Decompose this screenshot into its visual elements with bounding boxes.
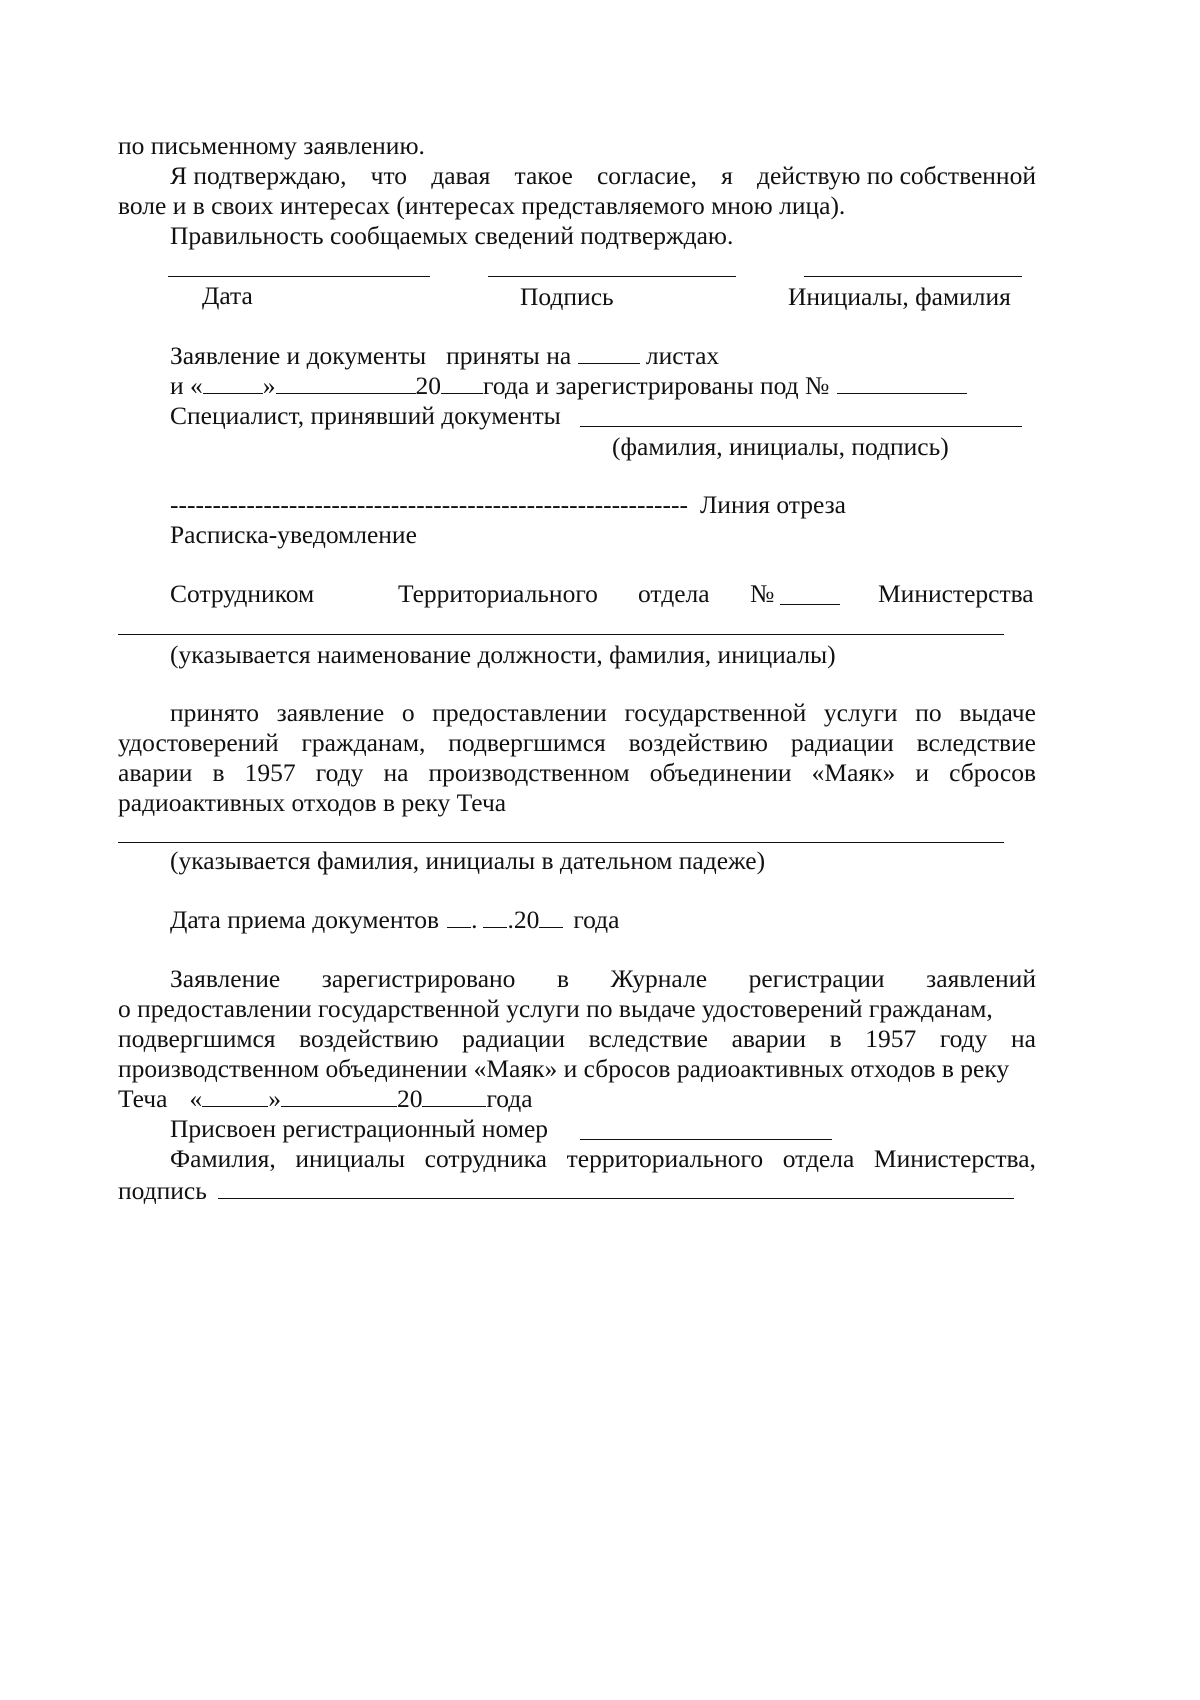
reg-year-field[interactable] <box>422 1084 486 1107</box>
received-year-field[interactable] <box>539 905 563 928</box>
word: что <box>370 161 408 190</box>
reg-number-field[interactable] <box>580 1139 832 1140</box>
staff-hint: (указывается наименование должности, фамилия, инициалы) <box>170 640 836 669</box>
accepted-line-4: радиоактивных отходов в реку Теча <box>118 788 507 817</box>
specialist-hint: (фамилия, инициалы, подпись) <box>612 432 949 461</box>
staff-word-5: Министерства <box>878 579 1034 608</box>
date-received-line: Дата приема документов . .20 года <box>170 905 620 934</box>
text-written-application: по письменному заявлению. <box>118 131 425 160</box>
receipt-title: Расписка-уведомление <box>170 520 417 549</box>
department-number-field[interactable] <box>780 604 840 605</box>
accepted-sheets-line: Заявление и документы приняты на листах <box>170 341 720 370</box>
staff-underline[interactable] <box>118 634 1004 635</box>
specialist-underline[interactable] <box>580 426 1022 427</box>
employee-signature-label: подпись <box>118 1176 207 1205</box>
word: я <box>721 161 733 190</box>
word: такое <box>514 161 573 190</box>
day-field[interactable] <box>203 371 263 394</box>
word: действую по собственной <box>757 161 1036 190</box>
signature-underline <box>488 276 736 277</box>
date-underline <box>168 276 430 277</box>
consent-line-2: воле и в своих интересах (интересах представляемого мною лица). <box>118 191 846 220</box>
initials-underline <box>804 276 1022 277</box>
date-label: Дата <box>202 281 253 310</box>
registered-date-line: Теча « » 20 года <box>118 1084 533 1113</box>
staff-word-2: Территориального <box>398 579 598 608</box>
accepted-line-1: принято заявление о предоставлении государственной услуги по выдаче <box>170 698 1036 727</box>
specialist-label: Специалист, принявший документы <box>170 401 561 430</box>
registered-line-2: о предоставлении государственной услуги по выдаче удостоверений гражданам, <box>118 994 993 1023</box>
registration-number-field[interactable] <box>837 371 967 394</box>
year-field[interactable] <box>441 371 483 394</box>
registered-line-1: Заявление зарегистрировано в Журнале регистрации заявлений <box>170 964 1036 993</box>
accepted-line-2: удостоверений гражданам, подвергшимся воздействию радиации вследствие <box>118 728 1036 757</box>
cut-line-label: Линия отреза <box>700 490 846 519</box>
person-underline[interactable] <box>118 842 1004 843</box>
reg-number-label: Присвоен регистрационный номер <box>170 1114 549 1143</box>
word: Я подтверждаю, <box>170 161 347 190</box>
registered-line-4: производственном объединении «Маяк» и сбросов радиоактивных отходов в реку <box>118 1054 1010 1083</box>
word: согласие, <box>596 161 697 190</box>
staff-word-1: Сотрудником <box>170 579 315 608</box>
person-hint: (указывается фамилия, инициалы в дательном падеже) <box>170 846 766 875</box>
month-field[interactable] <box>276 371 416 394</box>
registration-date-line: и « » 20 года и зарегистрированы под № <box>170 371 967 401</box>
received-month-field[interactable] <box>483 905 507 928</box>
cut-dashes: ------------------------------------------------------------- <box>170 490 688 519</box>
sheets-count-field[interactable] <box>578 341 640 364</box>
correctness-text: Правильность сообщаемых сведений подтверждаю. <box>170 221 734 250</box>
reg-day-field[interactable] <box>202 1084 268 1107</box>
received-day-field[interactable] <box>447 905 471 928</box>
staff-word-3: отдела <box>638 579 710 608</box>
employee-signature-field[interactable] <box>218 1198 1014 1199</box>
word: давая <box>431 161 491 190</box>
consent-line-1 <box>170 161 1036 191</box>
employee-line-1: Фамилия, инициалы сотрудника территориального отдела Министерства, <box>170 1144 1036 1173</box>
accepted-line-3: аварии в 1957 году на производственном объединении «Маяк» и сбросов <box>118 758 1036 787</box>
staff-number-sign: № <box>750 579 775 608</box>
registered-line-3: подвергшимся воздействию радиации вследствие аварии в 1957 году на <box>118 1024 1036 1053</box>
reg-month-field[interactable] <box>281 1084 397 1107</box>
initials-label: Инициалы, фамилия <box>788 282 1011 311</box>
signature-label: Подпись <box>520 282 614 311</box>
